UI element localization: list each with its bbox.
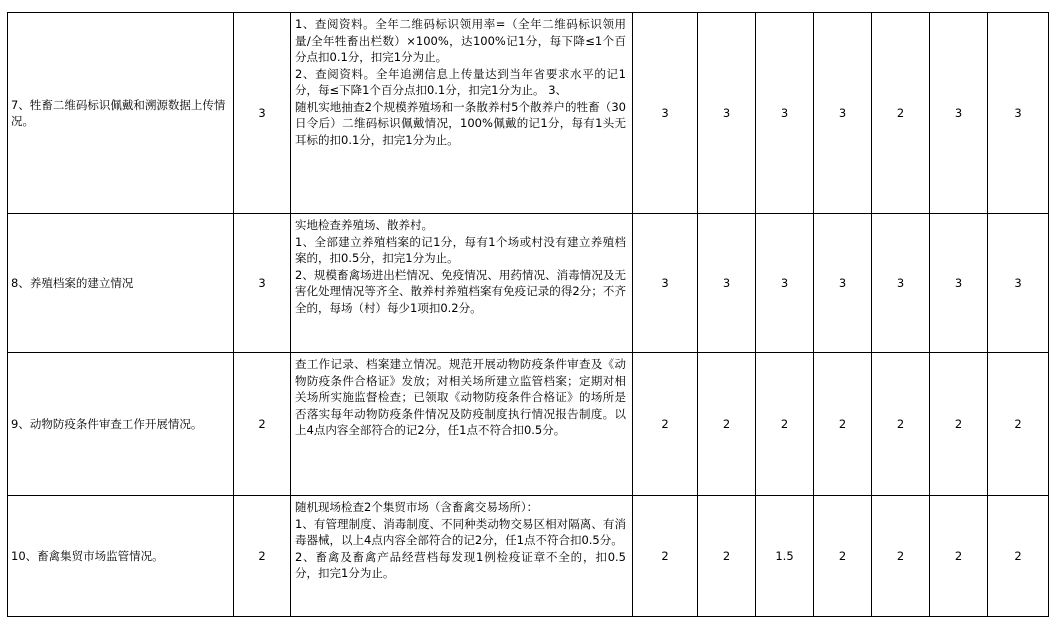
- score-cell: 2: [633, 353, 698, 496]
- score-cell: 3: [872, 214, 930, 353]
- item-cell: 7、牲畜二维码标识佩戴和溯源数据上传情况。: [8, 13, 234, 214]
- score-cell: 2: [698, 353, 756, 496]
- criteria-text: 2、畜禽及畜禽产品经营档每发现1例检疫证章不全的，扣0.5分，扣完1分为止。: [295, 549, 626, 580]
- score-cell: 3: [988, 13, 1049, 214]
- score-cell: 2: [930, 496, 988, 617]
- table-row: [8, 13, 1049, 214]
- criteria-text: 2、规模畜禽场进出栏情况、免疫情况、用药情况、消毒情况及无害化处理情况等齐全、散养村养殖档案有免疫记录的得2分；不齐全的，每场（村）每少1项扣0.2分。: [295, 267, 626, 315]
- score-cell: 2: [756, 353, 814, 496]
- score-cell: 2: [988, 496, 1049, 617]
- criteria-cell: [291, 496, 633, 617]
- score-cell: 3: [814, 214, 872, 353]
- table-row: [8, 353, 1049, 496]
- criteria-text: 2、查阅资料。全年追溯信息上传量达到当年省要求水平的记1分，每≤下降1个百分点扣0.1分，扣完1分为止。 3、: [295, 66, 626, 97]
- score-cell: 2: [814, 496, 872, 617]
- criteria-cell: [291, 13, 633, 214]
- score-cell: 1.5: [756, 496, 814, 617]
- full-score-cell: 3: [234, 214, 291, 353]
- score-cell: 3: [698, 13, 756, 214]
- score-cell: 3: [698, 214, 756, 353]
- criteria-text: 随机实地抽查2个规模养殖场和一条散养村5个散养户的牲畜（30日令后）二维码标识佩戴情况，100%佩戴的记1分，每有1头无耳标的扣0.1分，扣完1分为止。: [295, 99, 626, 147]
- score-cell: 2: [988, 353, 1049, 496]
- full-score-cell: 2: [234, 353, 291, 496]
- score-cell: 3: [633, 13, 698, 214]
- criteria-text: 1、全部建立养殖档案的记1分，每有1个场或村没有建立养殖档案的，扣0.5分，扣完1分为止。: [295, 234, 626, 265]
- score-cell: 2: [930, 353, 988, 496]
- score-cell: 2: [872, 353, 930, 496]
- score-cell: 2: [698, 496, 756, 617]
- score-cell: 2: [872, 13, 930, 214]
- score-cell: 2: [872, 496, 930, 617]
- score-cell: 2: [814, 353, 872, 496]
- score-cell: 3: [756, 214, 814, 353]
- item-cell: 8、养殖档案的建立情况: [8, 214, 234, 353]
- criteria-cell: [291, 353, 633, 496]
- evaluation-table: [7, 12, 1049, 617]
- score-cell: 3: [930, 214, 988, 353]
- score-cell: 2: [633, 496, 698, 617]
- score-cell: 3: [988, 214, 1049, 353]
- table-row: [8, 214, 1049, 353]
- criteria-text: 实地检查养殖场、散养村。: [295, 218, 433, 232]
- criteria-text: 查工作记录、档案建立情况。规范开展动物防疫条件审查及《动物防疫条件合格证》发放；对相关场所建立监管档案；定期对相关场所实施监督检查；已领取《动物防疫条件合格证》的场所是否落实每年动物防疫条件情况及防疫制度执行情况报告制度。以上4点内容全部符合的记2分，任1点不符合扣0.5分。: [295, 357, 626, 437]
- criteria-text: 1、有管理制度、消毒制度、不同种类动物交易区相对隔离、有消毒器械，以上4点内容全部符合的记2分，任1点不符合扣0.5分。: [295, 516, 626, 547]
- score-cell: 3: [930, 13, 988, 214]
- score-cell: 3: [633, 214, 698, 353]
- table-row: [8, 496, 1049, 617]
- item-cell: 9、动物防疫条件审查工作开展情况。: [8, 353, 234, 496]
- criteria-text: 随机现场检查2个集贸市场（含畜禽交易场所）：: [295, 500, 539, 514]
- full-score-cell: 3: [234, 13, 291, 214]
- score-cell: 3: [814, 13, 872, 214]
- full-score-cell: 2: [234, 496, 291, 617]
- criteria-cell: [291, 214, 633, 353]
- item-cell: 10、畜禽集贸市场监管情况。: [8, 496, 234, 617]
- criteria-text: 1、查阅资料。全年二维码标识领用率=（全年二维码标识领用量/全年牲畜出栏数）×100%，达100%记1分，每下降≤1个百分点扣0.1分，扣完1分为止。: [295, 17, 626, 64]
- score-cell: 3: [756, 13, 814, 214]
